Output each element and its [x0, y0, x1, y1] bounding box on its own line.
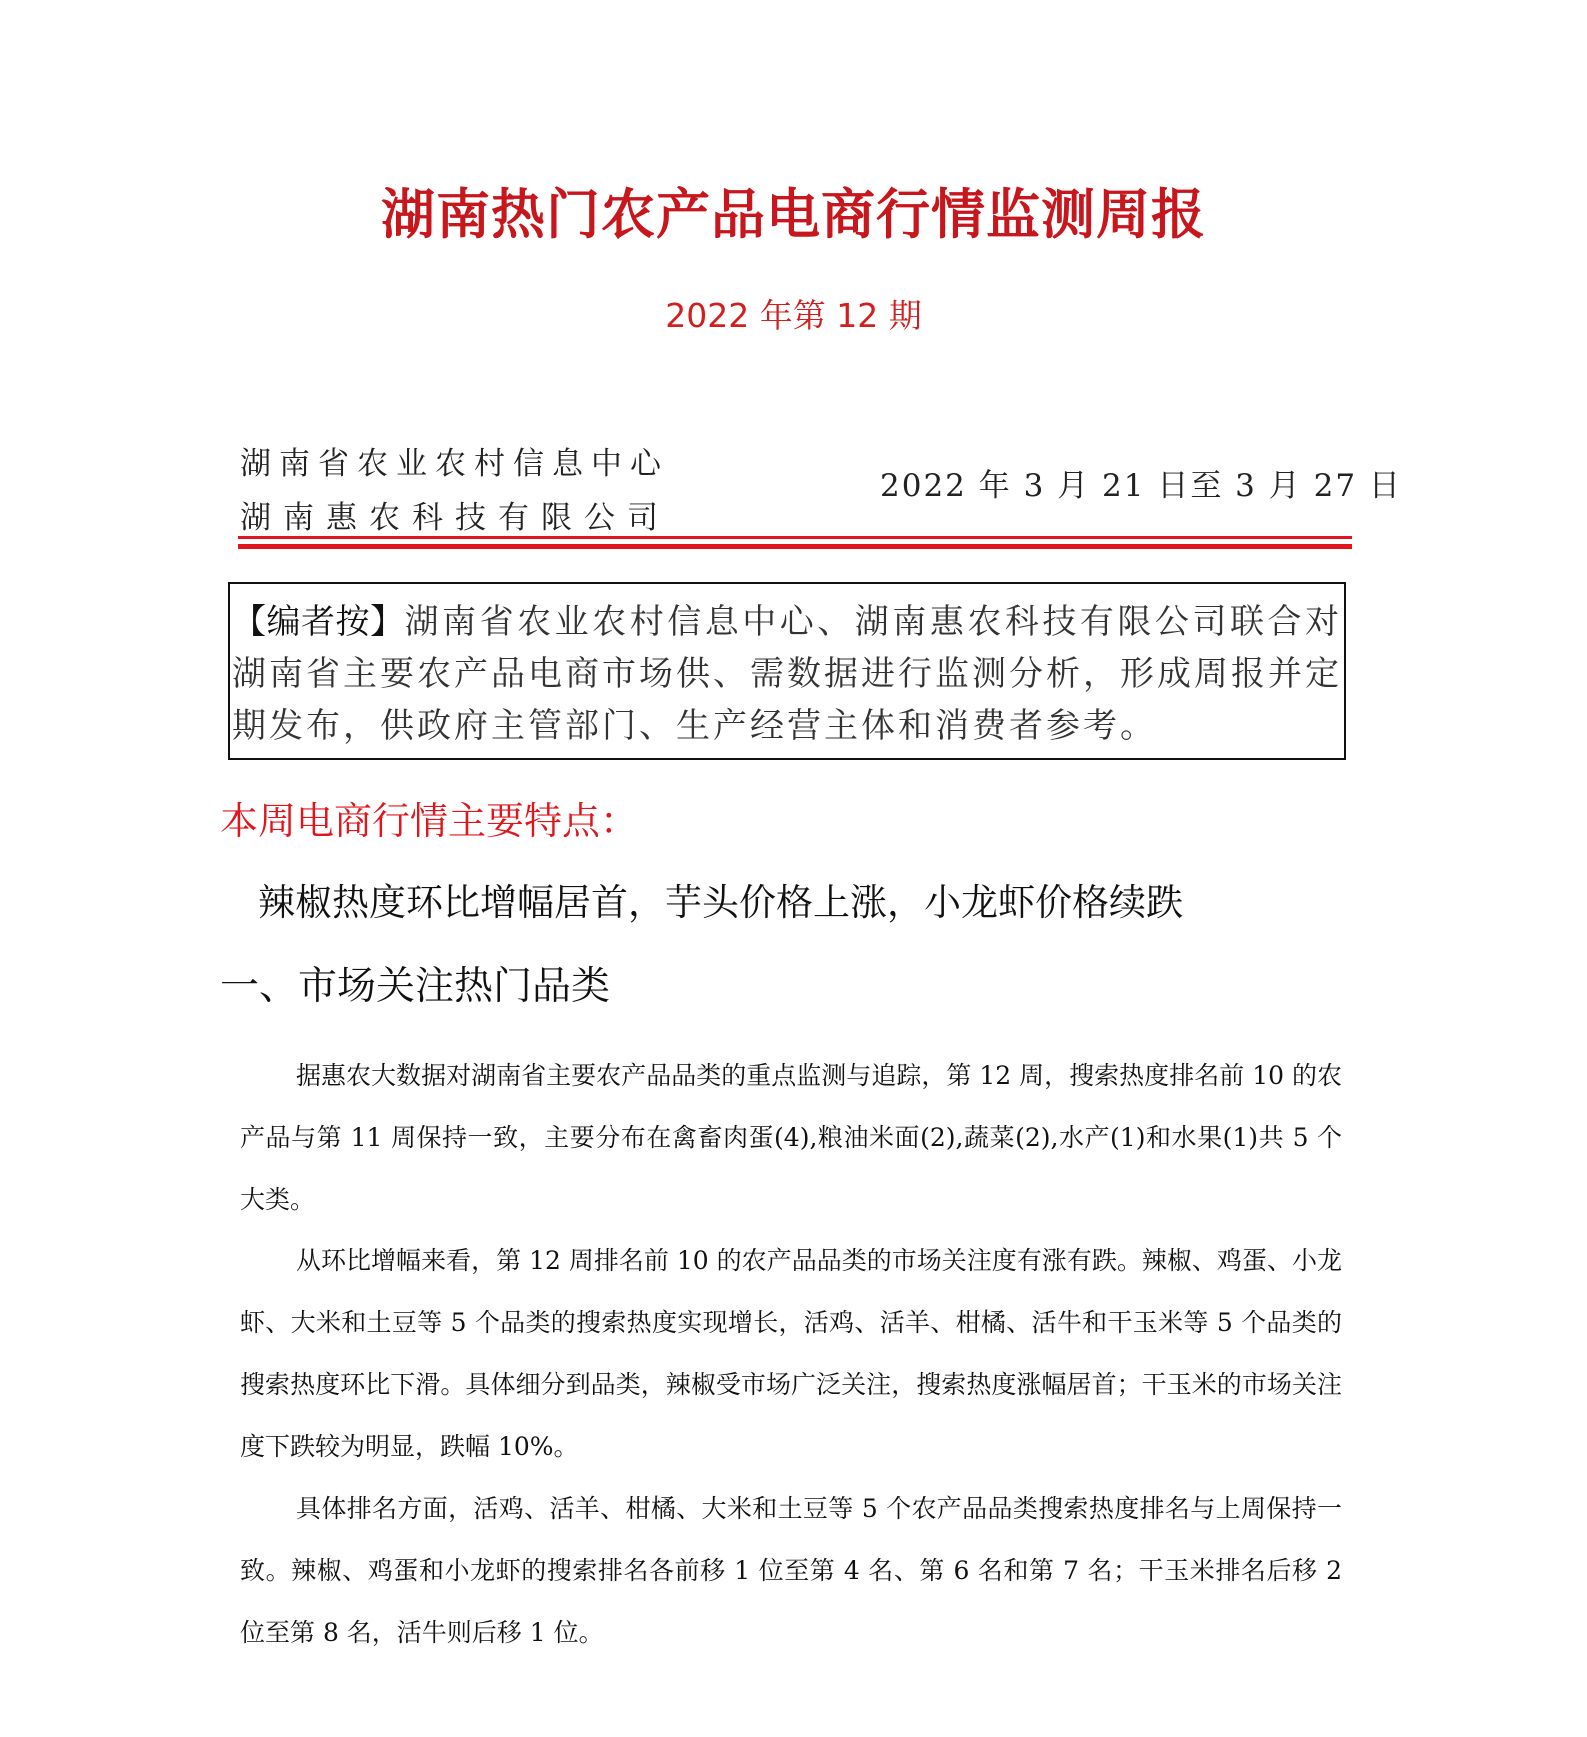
report-title: 湖南热门农产品电商行情监测周报 — [381, 182, 1206, 246]
features-summary: 辣椒热度环比增幅居首，芋头价格上涨，小龙虾价格续跌 — [258, 881, 1183, 924]
section-1-paragraph-1: 据惠农大数据对湖南省主要农产品品类的重点监测与追踪，第 12 周，搜索热度排名前 10 的农产品与第 11 周保持一致，主要分布在禽畜肉蛋(4),粮油米面(2),蔬菜(2),水产(1)和水果(1)共 5 个大类。 — [240, 1061, 1342, 1214]
section-1-paragraph-3: 具体排名方面，活鸡、活羊、柑橘、大米和土豆等 5 个农产品品类搜索热度排名与上周保持一致。辣椒、鸡蛋和小龙虾的搜索排名各前移 1 位至第 4 名、第 6 名和第 7 名；干玉米排名后移 2 位至第 8 名，活牛则后移 1 位。 — [240, 1494, 1342, 1647]
section-1-heading: 一、市场关注热门品类 — [220, 964, 611, 1009]
header-divider-thick — [238, 544, 1352, 549]
issue-number: 2022 年第 12 期 — [665, 296, 922, 335]
publisher-org-2: 湖南惠农科技有限公司 — [240, 500, 670, 536]
publisher-org-1: 湖南省农业农村信息中心 — [240, 446, 669, 482]
report-date-range: 2022 年 3 月 21 日至 3 月 27 日 — [880, 468, 1402, 504]
editor-note — [232, 596, 1342, 752]
features-heading: 本周电商行情主要特点： — [220, 799, 639, 843]
section-1-paragraph-2: 从环比增幅来看，第 12 周排名前 10 的农产品品类的市场关注度有涨有跌。辣椒、鸡蛋、小龙虾、大米和土豆等 5 个品类的搜索热度实现增长，活鸡、活羊、柑橘、活牛和干玉米等 5 个品类的搜索热度环比下滑。具体细分到品类，辣椒受市场广泛关注，搜索热度涨幅居首；干玉米的市场关注度下跌较为明显，跌幅 10%。 — [240, 1246, 1342, 1461]
editor-note-label: 【编者按】 — [232, 602, 405, 642]
editor-note-text: 湖南省农业农村信息中心、湖南惠农科技有限公司联合对湖南省主要农产品电商市场供、需数据进行监测分析，形成周报并定期发布，供政府主管部门、生产经营主体和消费者参考。 — [232, 602, 1343, 746]
header-divider-thin — [238, 536, 1352, 539]
